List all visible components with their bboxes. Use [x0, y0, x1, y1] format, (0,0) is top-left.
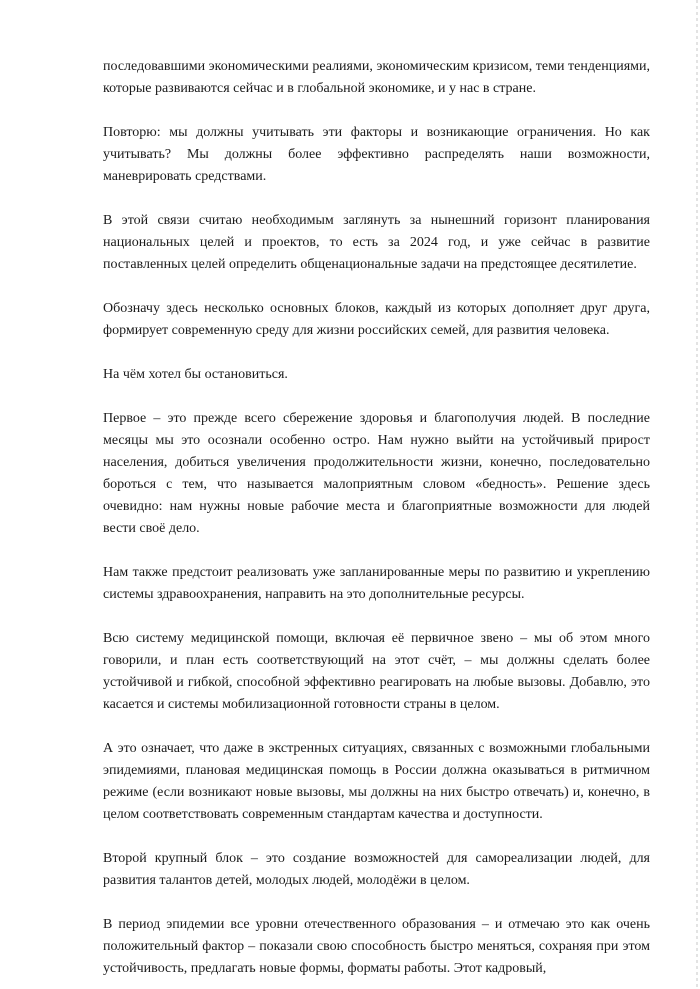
- paragraph-1: последовавшими экономическими реалиями, экономическим кризисом, теми тенденциями, которые развиваются сейчас и в глобальной экономике, и у нас в стране.: [103, 59, 650, 96]
- body-text: [103, 56, 650, 980]
- paragraph-8: Всю систему медицинской помощи, включая её первичное звено – мы об этом много говорили, и план есть соответствующий на этот счёт, – мы должны сделать более устойчивой и гибкой, способной эффективно реагировать на любые вызовы. Добавлю, это касается и системы мобилизационной готовности страны в целом.: [103, 631, 650, 712]
- paragraph-5: На чём хотел бы остановиться.: [103, 367, 288, 382]
- paragraph-6: Первое – это прежде всего сбережение здоровья и благополучия людей. В последние месяцы мы это осознали особенно остро. Нам нужно выйти на устойчивый прирост населения, добиться увеличения продолжительности жизни, конечно, последовательно бороться с тем, что называется малоприятным словом «бедность». Решение здесь очевидно: нам нужны новые рабочие места и благоприятные возможности для людей вести своё дело.: [103, 411, 650, 536]
- paragraph-2: Повторю: мы должны учитывать эти факторы и возникающие ограничения. Но как учитывать? Мы должны более эффективно распределять наши возможности, маневрировать средствами.: [103, 125, 650, 184]
- paragraph-7: Нам также предстоит реализовать уже запланированные меры по развитию и укреплению системы здравоохранения, направить на это дополнительные ресурсы.: [103, 565, 650, 602]
- paragraph-10: Второй крупный блок – это создание возможностей для самореализации людей, для развития талантов детей, молодых людей, молодёжи в целом.: [103, 851, 650, 888]
- paragraph-9: А это означает, что даже в экстренных ситуациях, связанных с возможными глобальными эпидемиями, плановая медицинская помощь в России должна оказываться в ритмичном режиме (если возникают новые вызовы, мы должны на них быстро отвечать) и, конечно, в целом соответствовать современным стандартам качества и доступности.: [103, 741, 650, 822]
- scan-edge-artifact: [696, 0, 698, 989]
- paragraph-3: В этой связи считаю необходимым заглянуть за нынешний горизонт планирования национальных целей и проектов, то есть за 2024 год, и уже сейчас в развитие поставленных целей определить общенациональные задачи на предстоящее десятилетие.: [103, 213, 650, 272]
- paragraph-11: В период эпидемии все уровни отечественного образования – и отмечаю это как очень положительный фактор – показали свою способность быстро меняться, сохраняя при этом устойчивость, предлагать новые формы, форматы работы. Этот кадровый,: [103, 917, 650, 976]
- paragraph-4: Обозначу здесь несколько основных блоков, каждый из которых дополняет друг друга, формирует современную среду для жизни российских семей, для развития человека.: [103, 301, 650, 338]
